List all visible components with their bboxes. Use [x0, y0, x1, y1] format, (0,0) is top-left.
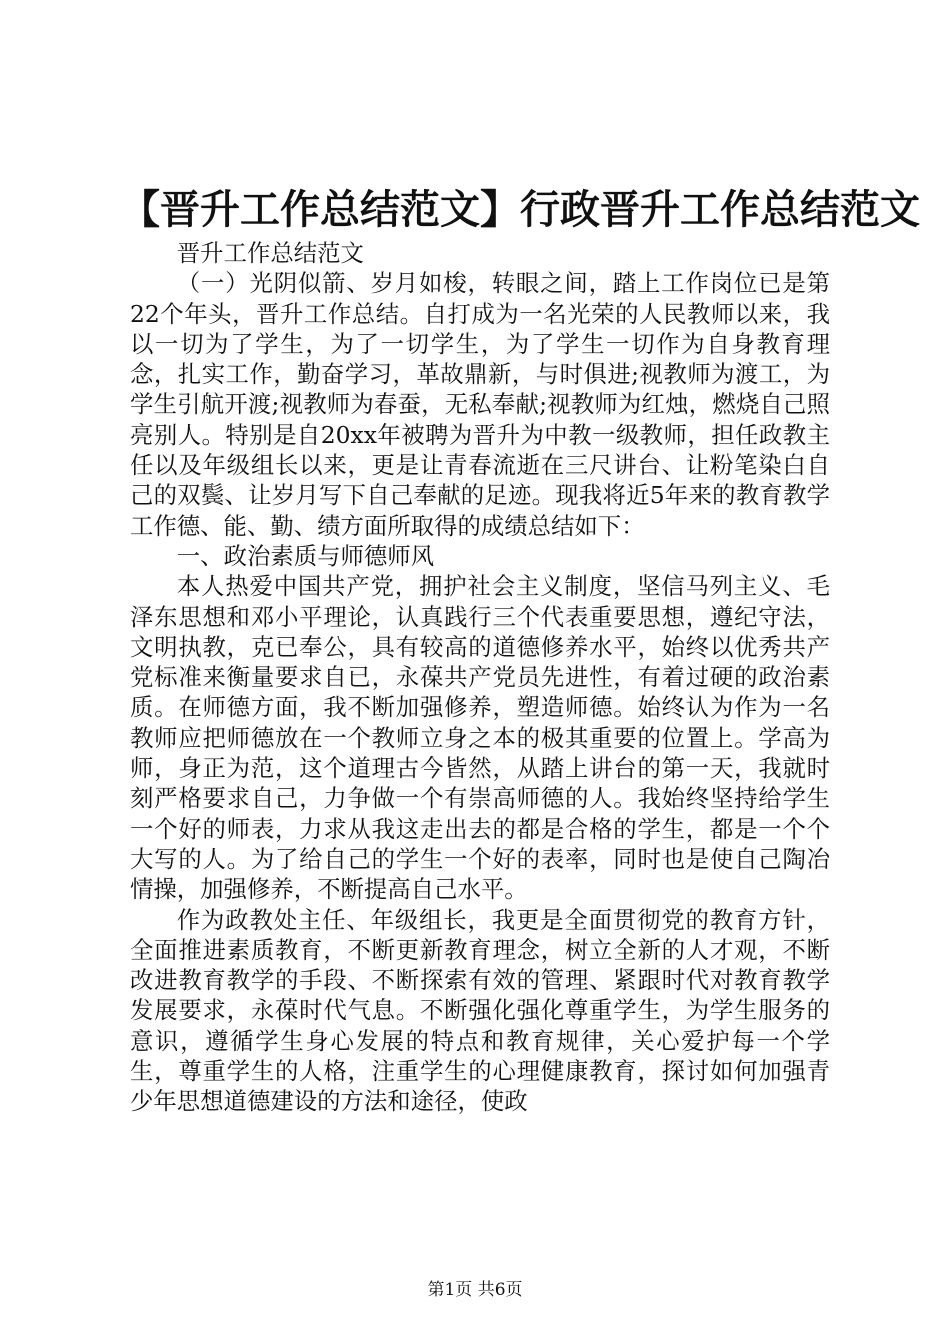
section-heading-politics: 一、政治素质与师德师风 [176, 541, 435, 570]
document-body [130, 238, 830, 1117]
document-title: 【晋升工作总结范文】行政晋升工作总结范文 [120, 186, 920, 233]
paragraph-intro: （一）光阴似箭、岁月如梭，转眼之间，踏上工作岗位已是第22个年头，晋升工作总结。自打成为一名光荣的人民教师以来，我以一切为了学生，为了一切学生，为了学生一切作为自身教育理念，扎实工作，勤奋学习，革故鼎新，与时俱进;视教师为渡工，为学生引航开渡;视教师为春蚕，无私奉献;视教师为红烛，燃烧自己照亮别人。特别是自20xx年被聘为晋升为中教一级教师，担任政教主任以及年级组长以来，更是让青春流逝在三尺讲台、让粉笔染白自己的双鬓、让岁月写下自己奉献的足迹。现我将近5年来的教育教学工作德、能、勤、绩方面所取得的成绩总结如下： [130, 269, 830, 540]
page-footer: 第1页 共6页 [427, 1280, 523, 1300]
paragraph-subtitle: 晋升工作总结范文 [176, 239, 364, 267]
paragraph-politics: 本人热爱中国共产党，拥护社会主义制度，坚信马列主义、毛泽东思想和邓小平理论，认真践行三个代表重要思想，遵纪守法，文明执教，克已奉公，具有较高的道德修养水平，始终以优秀共产党标准来衡量要求自已，永葆共产党员先进性，有着过硬的政治素质。在师德方面，我不断加强修养，塑造师德。始终认为作为一名教师应把师德放在一个教师立身之本的极其重要的位置上。学高为师，身正为范，这个道理古今皆然，从踏上讲台的第一天，我就时刻严格要求自己，力争做一个有崇高师德的人。我始终坚持给学生一个好的师表，力求从我这走出去的都是合格的学生，都是一个个大写的人。为了给自己的学生一个好的表率，同时也是使自己陶冶情操，加强修养，不断提高自己水平。 [130, 572, 830, 904]
paragraph-management: 作为政教处主任、年级组长，我更是全面贯彻党的教育方针，全面推进素质教育，不断更新教育理念，树立全新的人才观，不断改进教育教学的手段、不断探索有效的管理、紧跟时代对教育教学发展要求，永葆时代气息。不断强化强化尊重学生，为学生服务的意识，遵循学生身心发展的特点和教育规律，关心爱护每一个学生，尊重学生的人格，注重学生的心理健康教育，探讨如何加强青少年思想道德建设的方法和途径，使政 [130, 905, 830, 1116]
